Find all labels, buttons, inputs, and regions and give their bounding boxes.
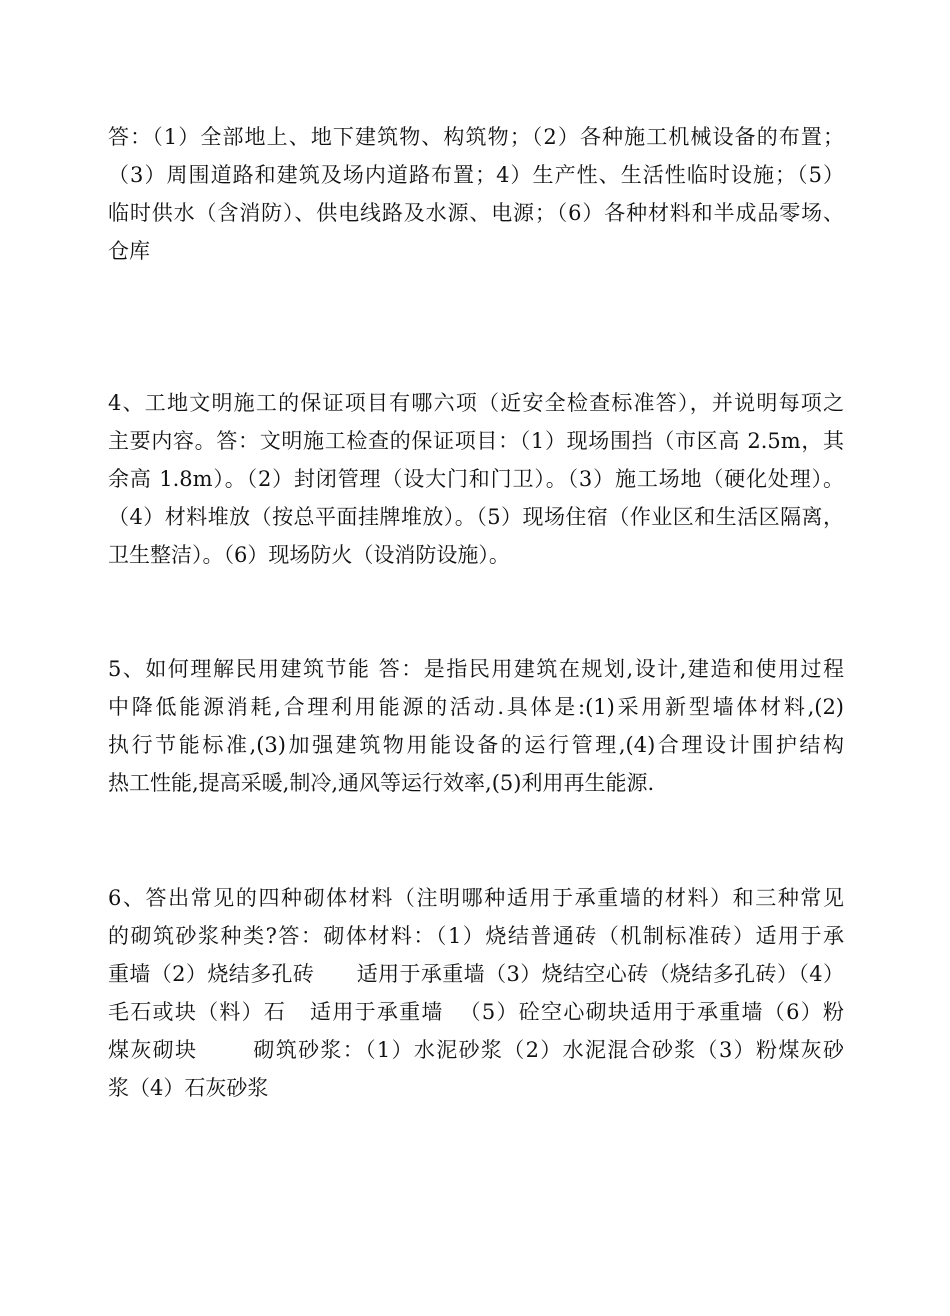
text-line: 卫生整洁）。（6）现场防火（设消防设施）。	[108, 543, 510, 567]
text-line: 仓库	[108, 239, 150, 263]
text-line: 煤灰砌块 砌筑砂浆：（1）水泥砂浆（2）水泥混合砂浆（3）粉煤灰砂	[108, 1038, 844, 1062]
paragraph-question-4	[108, 384, 844, 574]
text-line: 答：（1）全部地上、地下建筑物、构筑物；（2）各种施工机械设备的布置；	[108, 125, 844, 149]
text-line: 主要内容。答：文明施工检查的保证项目：（1）现场围挡（市区高 2.5m，其	[108, 429, 844, 453]
text-line: 的砌筑砂浆种类?答：砌体材料：（1）烧结普通砖（机制标准砖）适用于承	[108, 924, 844, 948]
text-line: 热工性能,提高采暖,制冷,通风等运行效率,(5)利用再生能源.	[108, 771, 655, 795]
text-line: （3）周围道路和建筑及场内道路布置；4）生产性、生活性临时设施；（5）	[108, 163, 844, 187]
text-line: 重墙（2）烧结多孔砖 适用于承重墙（3）烧结空心砖（烧结多孔砖）（4）	[108, 962, 844, 986]
paragraph-question-6	[108, 879, 844, 1107]
text-line: （4）材料堆放（按总平面挂牌堆放）。（5）现场住宿（作业区和生活区隔离，	[108, 505, 844, 529]
paragraph-question-5	[108, 650, 844, 802]
text-line: 4、工地文明施工的保证项目有哪六项（近安全检查标准答），并说明每项之	[108, 391, 844, 415]
text-line: 浆（4）石灰砂浆	[108, 1076, 269, 1100]
text-line: 执行节能标准,(3)加强建筑物用能设备的运行管理,(4)合理设计围护结构	[108, 733, 844, 757]
text-line: 毛石或块（料）石 适用于承重墙 （5）砼空心砌块适用于承重墙（6）粉	[108, 1000, 844, 1024]
text-line: 5、如何理解民用建筑节能 答：是指民用建筑在规划,设计,建造和使用过程	[108, 657, 844, 681]
text-line: 6、答出常见的四种砌体材料（注明哪种适用于承重墙的材料）和三种常见	[108, 886, 844, 910]
paragraph-answer-3	[108, 118, 844, 270]
text-line: 余高 1.8m）。（2）封闭管理（设大门和门卫）。（3）施工场地（硬化处理）。	[108, 467, 844, 491]
text-line: 中降低能源消耗,合理利用能源的活动.具体是:(1)采用新型墙体材料,(2)	[108, 695, 844, 719]
text-line: 临时供水（含消防）、供电线路及水源、电源；（6）各种材料和半成品零场、	[108, 201, 844, 225]
